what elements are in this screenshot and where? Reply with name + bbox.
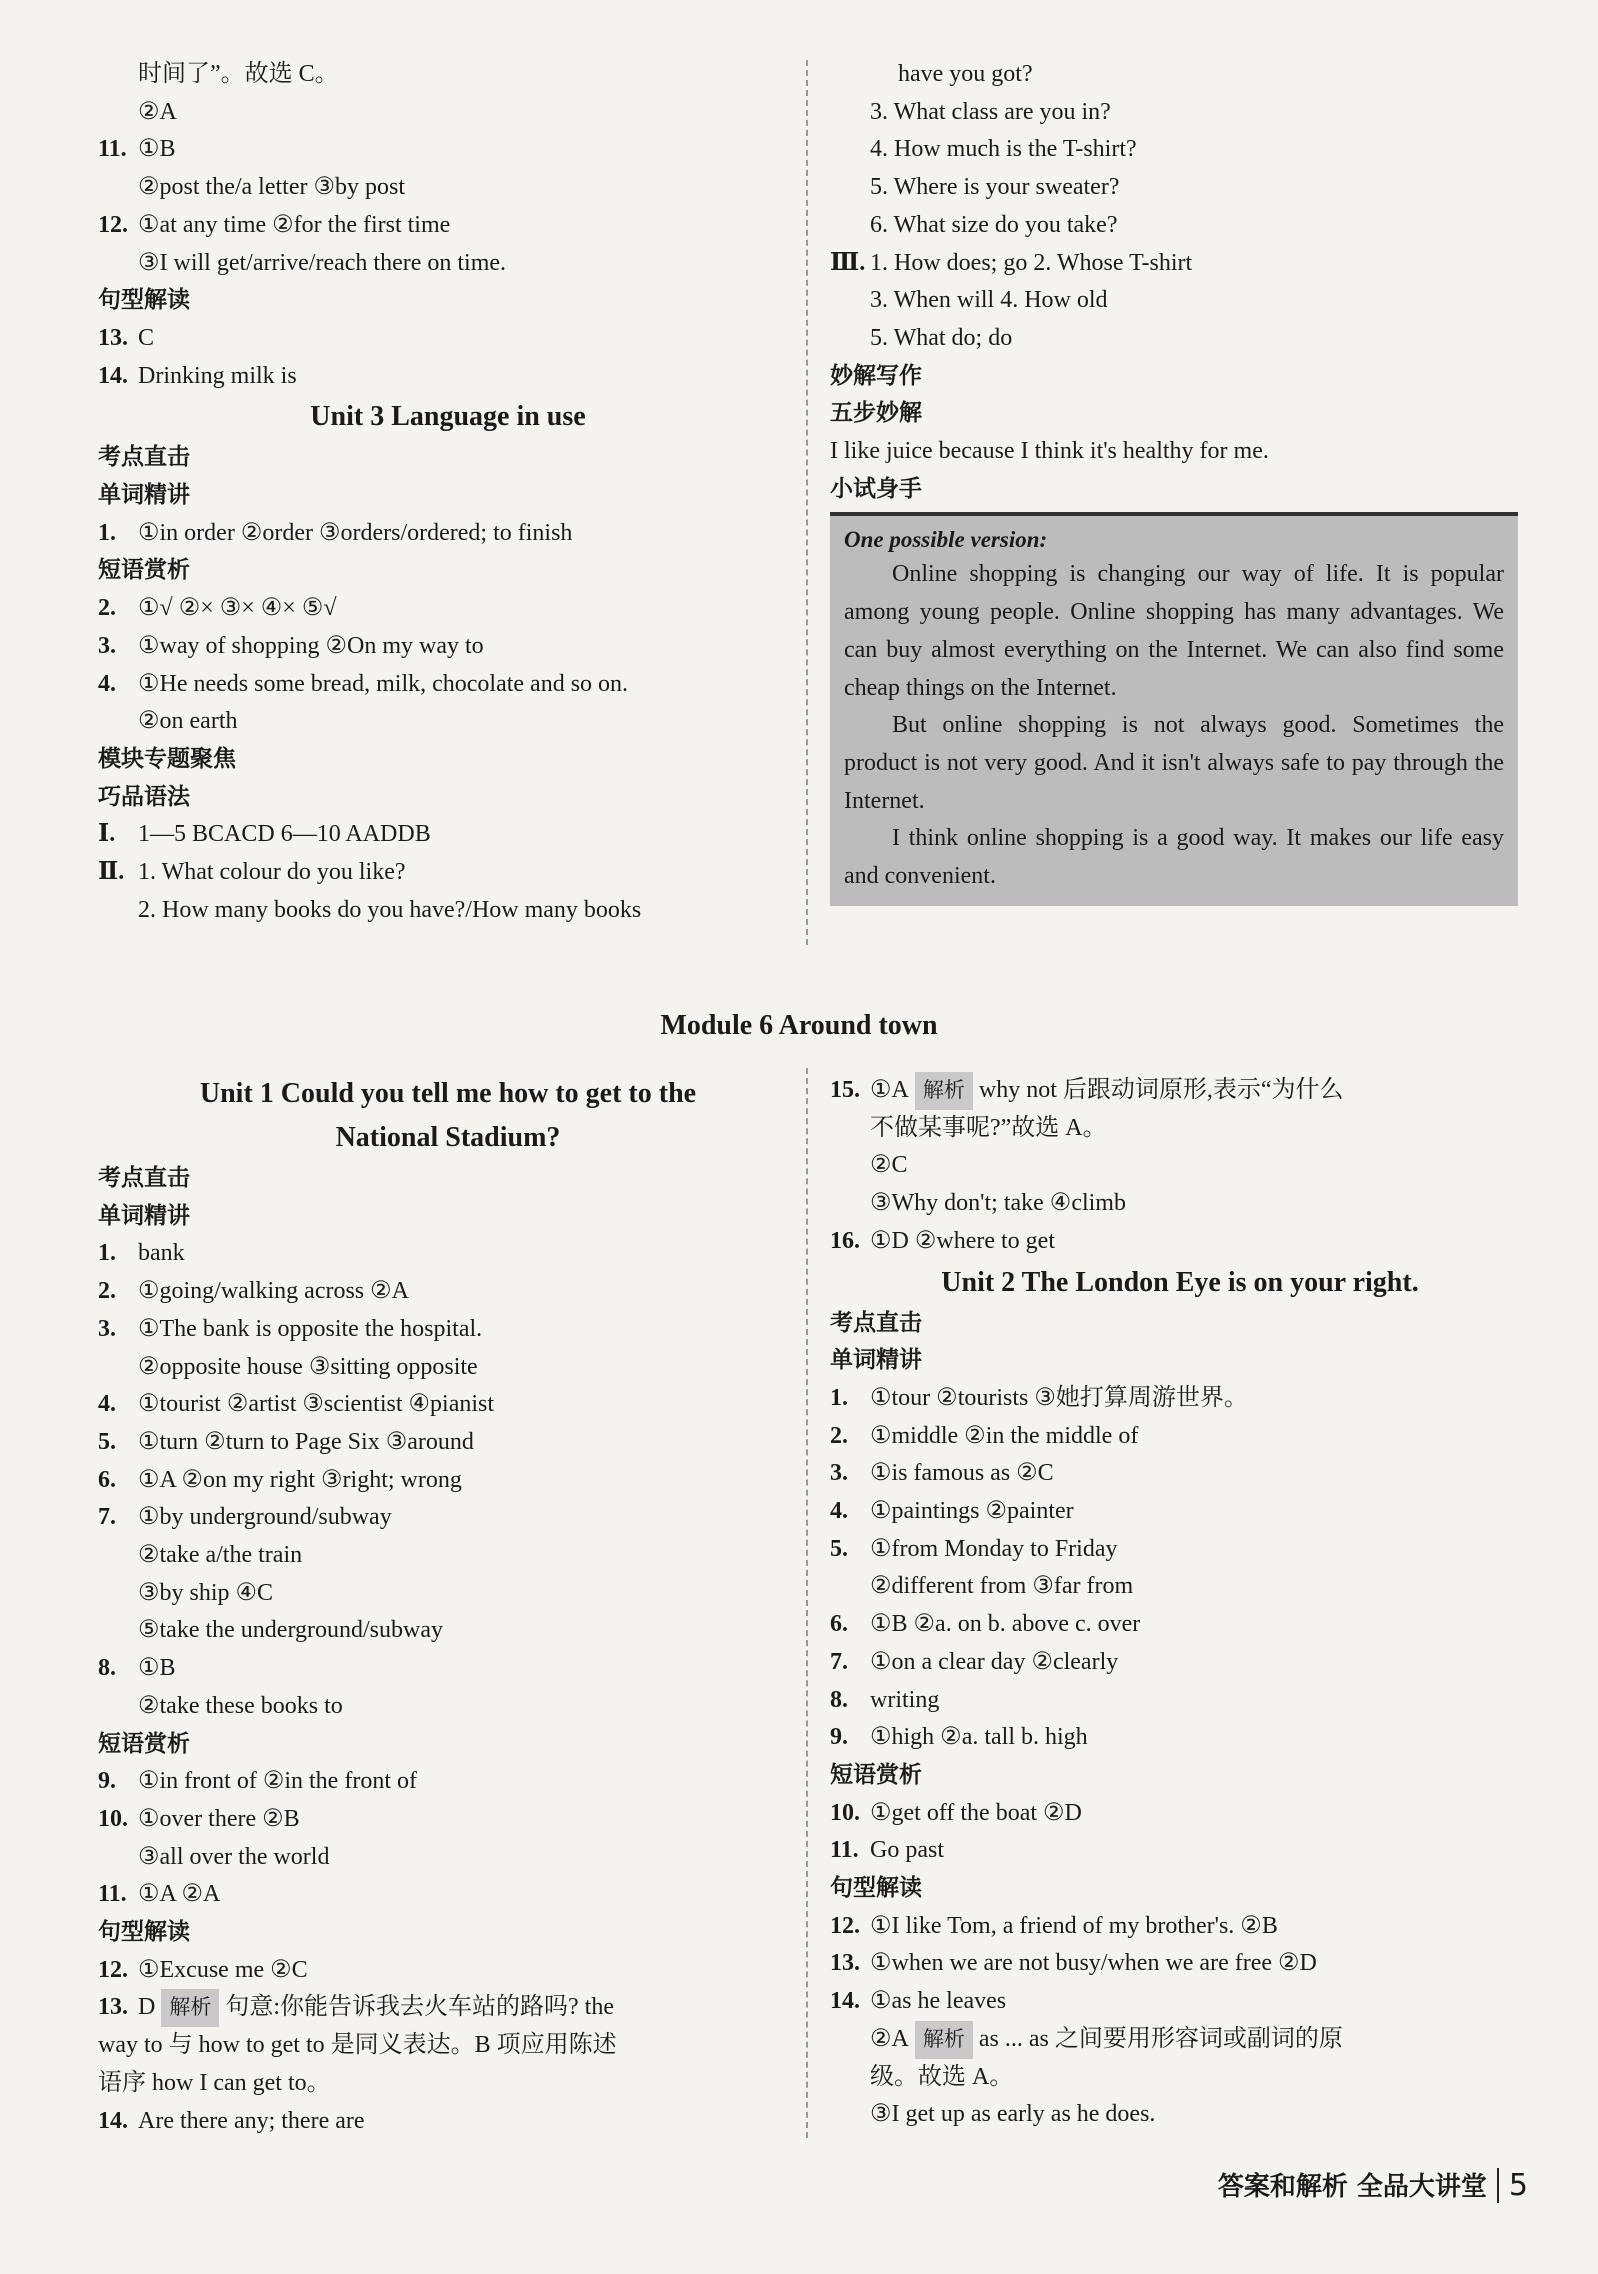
answer-item	[830, 2021, 1530, 2059]
item-text: ①A ②A	[138, 1881, 221, 1908]
unit-title: Unit 2 The London Eye is on your right.	[941, 1266, 1419, 1298]
answer-item	[98, 854, 798, 892]
answer-item	[98, 1952, 798, 1990]
top-left-column	[98, 56, 798, 929]
unit-title: National Stadium?	[335, 1122, 561, 1153]
analysis-tag: 解析	[915, 1072, 973, 1110]
answer-line: 2. How many books do you have?/How many books	[138, 896, 642, 923]
module-title: Module 6 Around town	[660, 1010, 938, 1041]
column-divider	[806, 60, 808, 945]
answer-item	[98, 1235, 798, 1273]
page-footer	[1218, 2166, 1528, 2203]
answer-line: ③Why don't; take ④climb	[870, 1190, 1126, 1217]
answer-line: have you got?	[898, 61, 1033, 87]
item-text: ①in order ②order ③orders/ordered; to finish	[138, 519, 573, 546]
section-heading: 短语赏析	[98, 557, 190, 584]
answer-item	[98, 1424, 798, 1462]
item-number: 13.	[98, 324, 128, 351]
answer-item	[98, 131, 798, 169]
section-heading: 单词精讲	[98, 1202, 190, 1229]
item-number: Ⅲ.	[830, 249, 866, 276]
item-text: ①going/walking across ②A	[138, 1278, 409, 1305]
item-text: why not 后跟动词原形,表示“为什么	[978, 1077, 1344, 1103]
essay-paragraph: But online shopping is not always good. Sometimes the product is not very good. And it isn't always safe to pay through the Internet.	[844, 712, 1504, 814]
section-heading: 考点直击	[830, 1309, 922, 1336]
item-text: ①√ ②× ③× ④× ⑤√	[138, 595, 337, 622]
item-number: Ⅱ.	[98, 859, 125, 886]
answer-line: 时间了”。故选 C。	[138, 61, 339, 87]
answer-line: 5. What do; do	[870, 324, 1013, 351]
item-text: ①by underground/subway	[138, 1504, 392, 1531]
answer-item	[830, 1380, 1530, 1418]
item-number: 7.	[830, 1648, 848, 1675]
bottom-right-column	[830, 1072, 1530, 2134]
item-number: 12.	[98, 211, 128, 238]
answer-item	[98, 1989, 798, 2027]
item-number: 6.	[98, 1466, 116, 1493]
section-heading: 妙解写作	[830, 362, 922, 389]
answer-line: 语序 how I can get to。	[98, 2069, 331, 2096]
item-number: 14.	[830, 1988, 860, 2015]
section-heading: 单词精讲	[830, 1347, 922, 1374]
item-text: bank	[138, 1240, 185, 1267]
item-text: ①A ②on my right ③right; wrong	[138, 1466, 462, 1493]
answer-item	[830, 245, 1530, 283]
item-text: ①turn ②turn to Page Six ③around	[138, 1428, 474, 1455]
answer-line: 3. When will 4. How old	[870, 287, 1108, 314]
section-heading: 单词精讲	[98, 482, 190, 509]
item-text: Are there any; there are	[138, 2107, 365, 2134]
essay-paragraph: Online shopping is changing our way of life. It is popular among young people. Online shopping has many advantages. We can buy almost everything on the Internet. We can also find some cheap things on the Internet.	[844, 561, 1504, 701]
answer-line: ②C	[870, 1152, 908, 1179]
answer-item	[98, 2103, 798, 2141]
answer-line: ③I will get/arrive/reach there on time.	[138, 249, 507, 276]
answer-item	[98, 515, 798, 553]
answer-item	[830, 1072, 1530, 1110]
answer-line: I like juice because I think it's healthy for me.	[830, 438, 1269, 465]
essay-paragraph: I think online shopping is a good way. It makes our life easy and convenient.	[844, 825, 1504, 890]
section-heading: 模块专题聚焦	[98, 745, 236, 772]
item-number: 5.	[830, 1535, 848, 1562]
answer-item	[830, 1606, 1530, 1644]
answer-item	[98, 1763, 798, 1801]
item-number: 4.	[98, 670, 116, 697]
item-text: ①tourist ②artist ③scientist ④pianist	[138, 1391, 495, 1418]
answer-item	[98, 320, 798, 358]
footer-label: 答案和解析 全品大讲堂	[1217, 2172, 1487, 2202]
answer-item	[98, 590, 798, 628]
item-number: 10.	[830, 1799, 860, 1826]
item-number: 14.	[98, 2107, 128, 2134]
item-text: writing	[870, 1686, 940, 1713]
answer-line: ②take a/the train	[138, 1542, 303, 1569]
answer-line: 4. How much is the T-shirt?	[870, 136, 1137, 163]
item-text: C	[138, 324, 155, 351]
item-number: 3.	[98, 632, 116, 659]
answer-item	[830, 1719, 1530, 1757]
item-answer: D	[138, 1994, 156, 2021]
item-text: ①paintings ②painter	[870, 1498, 1074, 1525]
item-text: ①He needs some bread, milk, chocolate and so on.	[138, 670, 629, 697]
item-number: 4.	[830, 1498, 848, 1525]
answer-line: 级。故选 A。	[870, 2063, 1014, 2090]
item-text: ①B	[138, 136, 176, 163]
item-text: 句意:你能告诉我去火车站的路吗? the	[225, 1994, 614, 2021]
item-number: 9.	[830, 1724, 848, 1751]
item-number: 12.	[830, 1912, 860, 1939]
answer-item	[98, 358, 798, 396]
item-number: 2.	[98, 1278, 116, 1305]
answer-line: ②A	[138, 98, 177, 125]
item-number: 5.	[98, 1428, 116, 1455]
item-text: ①Excuse me ②C	[138, 1956, 308, 1983]
answer-item	[830, 1832, 1530, 1870]
item-text: ①B ②a. on b. above c. over	[870, 1611, 1141, 1638]
item-text: 1. What colour do you like?	[138, 859, 406, 886]
answer-item	[830, 1908, 1530, 1946]
answer-item	[98, 1386, 798, 1424]
item-number: 9.	[98, 1768, 116, 1795]
item-number: 8.	[98, 1655, 116, 1682]
answer-item	[98, 628, 798, 666]
item-number: 10.	[98, 1805, 128, 1832]
column-divider	[806, 1068, 808, 2138]
section-heading: 考点直击	[98, 444, 190, 471]
item-text: 1—5 BCACD 6—10 AADDB	[138, 821, 431, 848]
item-text: ①at any time ②for the first time	[138, 211, 451, 238]
answer-line: 5. Where is your sweater?	[870, 174, 1120, 201]
answer-line: ②on earth	[138, 708, 238, 735]
top-right-column	[830, 56, 1530, 906]
section-heading: 句型解读	[98, 287, 190, 314]
item-text: ①over there ②B	[138, 1805, 300, 1832]
section-heading: 句型解读	[830, 1875, 922, 1902]
item-number: 7.	[98, 1504, 116, 1531]
answer-item	[830, 1223, 1530, 1261]
item-number: 14.	[98, 362, 128, 389]
answer-line: ②different from ③far from	[870, 1573, 1134, 1600]
item-number: 2.	[830, 1422, 848, 1449]
answer-item	[98, 1650, 798, 1688]
section-heading: 考点直击	[98, 1165, 190, 1191]
answer-item	[98, 816, 798, 854]
answer-item	[98, 1876, 798, 1914]
section-heading: 短语赏析	[98, 1730, 190, 1757]
item-text: ①D ②where to get	[870, 1227, 1055, 1254]
answer-item	[98, 1499, 798, 1537]
answer-line: ⑤take the underground/subway	[138, 1617, 444, 1644]
item-number: 1.	[98, 1240, 116, 1267]
answer-item	[830, 1945, 1530, 1983]
section-heading: 小试身手	[830, 475, 922, 502]
item-text: ①from Monday to Friday	[870, 1535, 1118, 1562]
item-number: 4.	[98, 1391, 116, 1418]
item-text: ①middle ②in the middle of	[870, 1422, 1139, 1449]
item-number: Ⅰ.	[98, 821, 116, 848]
item-text: ①tour ②tourists ③她打算周游世界。	[870, 1384, 1248, 1411]
item-text: ①way of shopping ②On my way to	[138, 632, 484, 659]
item-text: ①The bank is opposite the hospital.	[138, 1315, 483, 1342]
item-number: 13.	[830, 1950, 860, 1977]
item-number: 11.	[98, 1881, 127, 1908]
item-number: 1.	[830, 1384, 848, 1411]
bottom-left-column	[98, 1072, 798, 2140]
item-text: ①I like Tom, a friend of my brother's. ②B	[870, 1912, 1278, 1939]
answer-item	[830, 1418, 1530, 1456]
item-answer: ②A	[870, 2025, 909, 2052]
item-text: Drinking milk is	[138, 362, 297, 389]
answer-item	[830, 1682, 1530, 1720]
sample-essay-box	[830, 512, 1518, 905]
answer-line: ③all over the world	[138, 1843, 330, 1870]
item-text: ①get off the boat ②D	[870, 1799, 1082, 1826]
answer-item	[98, 1462, 798, 1500]
answer-item	[830, 1983, 1530, 2021]
item-answer: ①A	[870, 1077, 909, 1103]
section-heading: 句型解读	[98, 1919, 190, 1946]
answer-line: ③by ship ④C	[138, 1579, 274, 1606]
section-heading: 五步妙解	[830, 400, 922, 427]
item-number: 13.	[98, 1994, 128, 2021]
item-text: ①B	[138, 1655, 176, 1682]
item-number: 15.	[830, 1077, 860, 1103]
item-text: ①as he leaves	[870, 1988, 1007, 2015]
answer-item	[830, 1795, 1530, 1833]
unit-title: Unit 3 Language in use	[310, 401, 586, 433]
item-text: Go past	[870, 1837, 944, 1864]
answer-line: 6. What size do you take?	[870, 211, 1118, 238]
section-heading: 短语赏析	[830, 1761, 922, 1788]
item-number: 1.	[98, 519, 116, 546]
item-text: ①is famous as ②C	[870, 1460, 1054, 1487]
page-number: 5	[1497, 2168, 1528, 2203]
item-text: ①when we are not busy/when we are free ②D	[870, 1950, 1317, 1977]
answer-line: 不做某事呢?”故选 A。	[870, 1114, 1107, 1141]
answer-line: ②post the/a letter ③by post	[138, 174, 405, 201]
item-number: 6.	[830, 1611, 848, 1638]
answer-item	[98, 1273, 798, 1311]
unit-title: Unit 1 Could you tell me how to get to the	[199, 1078, 697, 1109]
answer-item	[830, 1493, 1530, 1531]
item-number: 12.	[98, 1956, 128, 1983]
item-text: as ... as 之间要用形容词或副词的原	[978, 2025, 1343, 2052]
item-number: 16.	[830, 1227, 860, 1254]
answer-item	[98, 1801, 798, 1839]
essay-heading: One possible version:	[844, 527, 1048, 553]
analysis-tag: 解析	[915, 2021, 973, 2059]
answer-line: ③I get up as early as he does.	[870, 2101, 1156, 2128]
item-number: 8.	[830, 1686, 848, 1713]
item-number: 11.	[98, 136, 127, 163]
answer-line: way to 与 how to get to 是同义表达。B 项应用陈述	[98, 2032, 617, 2059]
answer-item	[830, 1531, 1530, 1569]
answer-item	[830, 1644, 1530, 1682]
item-number: 3.	[98, 1315, 116, 1342]
answer-item	[98, 207, 798, 245]
item-number: 3.	[830, 1460, 848, 1487]
item-text: 1. How does; go 2. Whose T-shirt	[870, 249, 1193, 276]
answer-line: ②opposite house ③sitting opposite	[138, 1353, 478, 1380]
item-number: 2.	[98, 595, 116, 622]
item-text: ①on a clear day ②clearly	[870, 1648, 1119, 1675]
item-text: ①high ②a. tall b. high	[870, 1724, 1088, 1751]
item-number: 11.	[830, 1837, 859, 1864]
answer-item	[830, 1455, 1530, 1493]
section-heading: 巧品语法	[98, 783, 190, 810]
answer-item	[98, 1311, 798, 1349]
answer-line: 3. What class are you in?	[870, 98, 1111, 125]
answer-line: ②take these books to	[138, 1692, 343, 1719]
answer-item	[98, 666, 798, 704]
analysis-tag: 解析	[161, 1989, 219, 2027]
item-text: ①in front of ②in the front of	[138, 1768, 417, 1795]
